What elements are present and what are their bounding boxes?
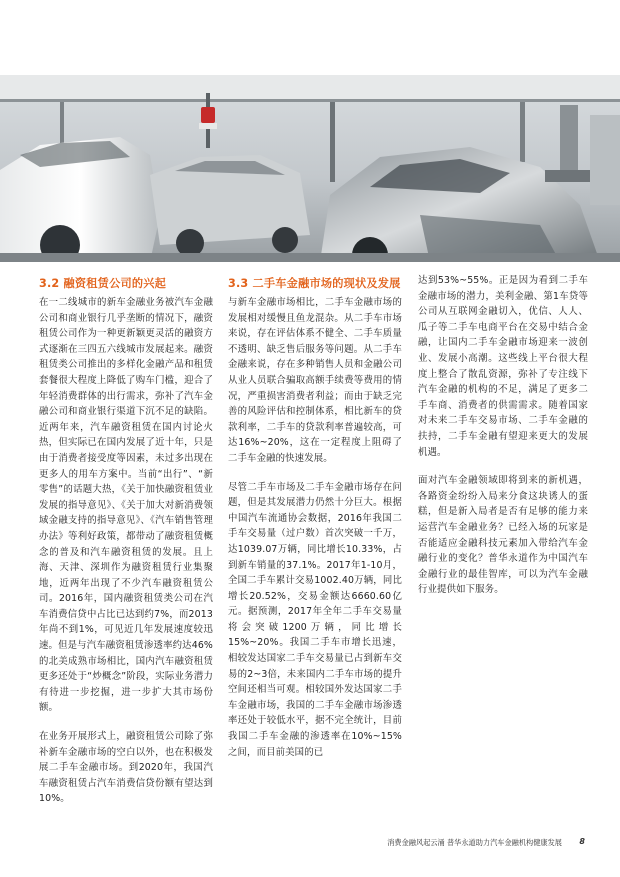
column-right [418, 273, 588, 611]
body-paragraph: 与新车金融市场相比，二手车金融市场的发展相对缓慢且鱼龙混杂。从二手车市场来说，存在评估体系不健全、二手车质量不透明、缺乏售后服务等问题。从二手车金融来说，存在多种销售人员和金融公司从业人员联合骗取高额手续费等费用的情况，严重损害消费者利益；而由于缺乏完善的风险评估和控制体系，相比新车的贷款利率，二手车的贷款利率普遍较高，可达16%~20%，这在一定程度上阻碍了二手车金融的快速发展。 [228, 297, 402, 464]
section-heading-used-car: 3.3 二手车金融市场的现状及发展 [228, 277, 401, 290]
body-paragraph: 尽管二手车市场及二手车金融市场存在问题，但是其发展潜力仍然十分巨大。根据中国汽车流通协会数据，2016年我国二手车交易量（过户数）首次突破一千万，达1039.07万辆，同比增长10.33%，占到新车销量的37.1%。2017年1-10月，全国二手车累计交易1002.40万辆，同比增长20.52%，交易金额达6660.60亿元。据预测，2017年全年二手车交易量将会突破1200万辆，同比增长15%~20%。我国二手车市增长迅速，相较发达国家二手车交易量已占到新车交易的2~3倍，未来国内二手车市场的提升空间还相当可观。相较国外发达国家二手车金融市场，我国的二手车金融市场渗透率还处于较低水平，据不完全统计，目前我国二手车金融的渗透率在10%~15%之间，而目前美国的已 [228, 481, 402, 758]
footer-title: 消费金融风起云涌 普华永道助力汽车金融机构健康发展 [387, 838, 562, 847]
page-footer [0, 836, 620, 850]
section-heading-leasing: 3.2 融资租赁公司的兴起 [39, 277, 167, 290]
body-paragraph: 面对汽车金融领域即将到来的新机遇，各路资金纷纷入局来分食这块诱人的蛋糕，但是新入局者是否有足够的能力来运营汽车金融业务？已经入场的玩家是否能适应金融科技元素加入带给汽车金融行业的变化？普华永道作为中国汽车金融行业的最佳智库，可以为汽车金融行业提供如下服务。 [418, 475, 588, 596]
car-assembly-line-image [0, 75, 620, 262]
body-paragraph: 在业务开展形式上，融资租赁公司除了弥补新车金融市场的空白以外，也在积极发展二手车金融市场。到2020年，我国汽车融资租赁占汽车消费信贷份额有望达到10%。 [39, 731, 213, 805]
body-paragraph: 达到53%~55%。正是因为看到二手车金融市场的潜力，美利金融、第1车贷等公司从互联网金融切入，优信、人人、瓜子等二手车电商平台在交易中结合金融，让国内二手车金融市场迎来一波创业、发展小高潮。这些线上平台很大程度上整合了散乱资源，弥补了专注线下汽车金融的机构的不足，满足了更多二手车商、消费者的供需需求。随着国家对未来二手车交易市场、二手车金融的扶持，二手车金融有望迎来更大的发展机遇。 [418, 275, 588, 458]
column-left [39, 276, 213, 820]
page-number: 8 [579, 837, 585, 846]
column-middle [228, 276, 402, 773]
factory-photo [0, 75, 620, 262]
body-paragraph: 在一二线城市的新车金融业务被汽车金融公司和商业银行几乎垄断的情况下，融资租赁公司作为一种更新颖更灵活的融资方式逐渐在三四五六线城市发展起来。融资租赁类公司推出的多样化金融产品和租赁套餐很大程度上降低了购车门槛，迎合了年轻消费群体的出行需求，弥补了汽车金融公司和商业银行渠道下沉不足的缺陷。近两年来，汽车融资租赁在国内讨论火热，但实际已在国内发展了近十年，只是由于消费者接受度等因素，未过多出现在更多人的用车方案中。当前“出行”、“新零售”的话题大热，《关于加快融资租赁业发展的指导意见》、《关于加大对新消费领域金融支持的指导意见》、《汽车销售管理办法》等利好政策，都带动了融资租赁概念的普及和汽车融资租赁的发展。且上海、天津、深圳作为融资租赁行业集聚地，近两年出现了不少汽车融资租赁公司。2016年，国内融资租赁类公司在汽车消费信贷中占比已达到约7%，而2013年尚不到1%，可见近几年发展速度较迅速。但是与汽车融资租赁渗透率约达46%的北美成熟市场相比，国内汽车融资租赁更多还处于“炒概念”阶段，实际业务潜力有待进一步挖掘，进一步扩大其市场份额。 [39, 297, 213, 714]
